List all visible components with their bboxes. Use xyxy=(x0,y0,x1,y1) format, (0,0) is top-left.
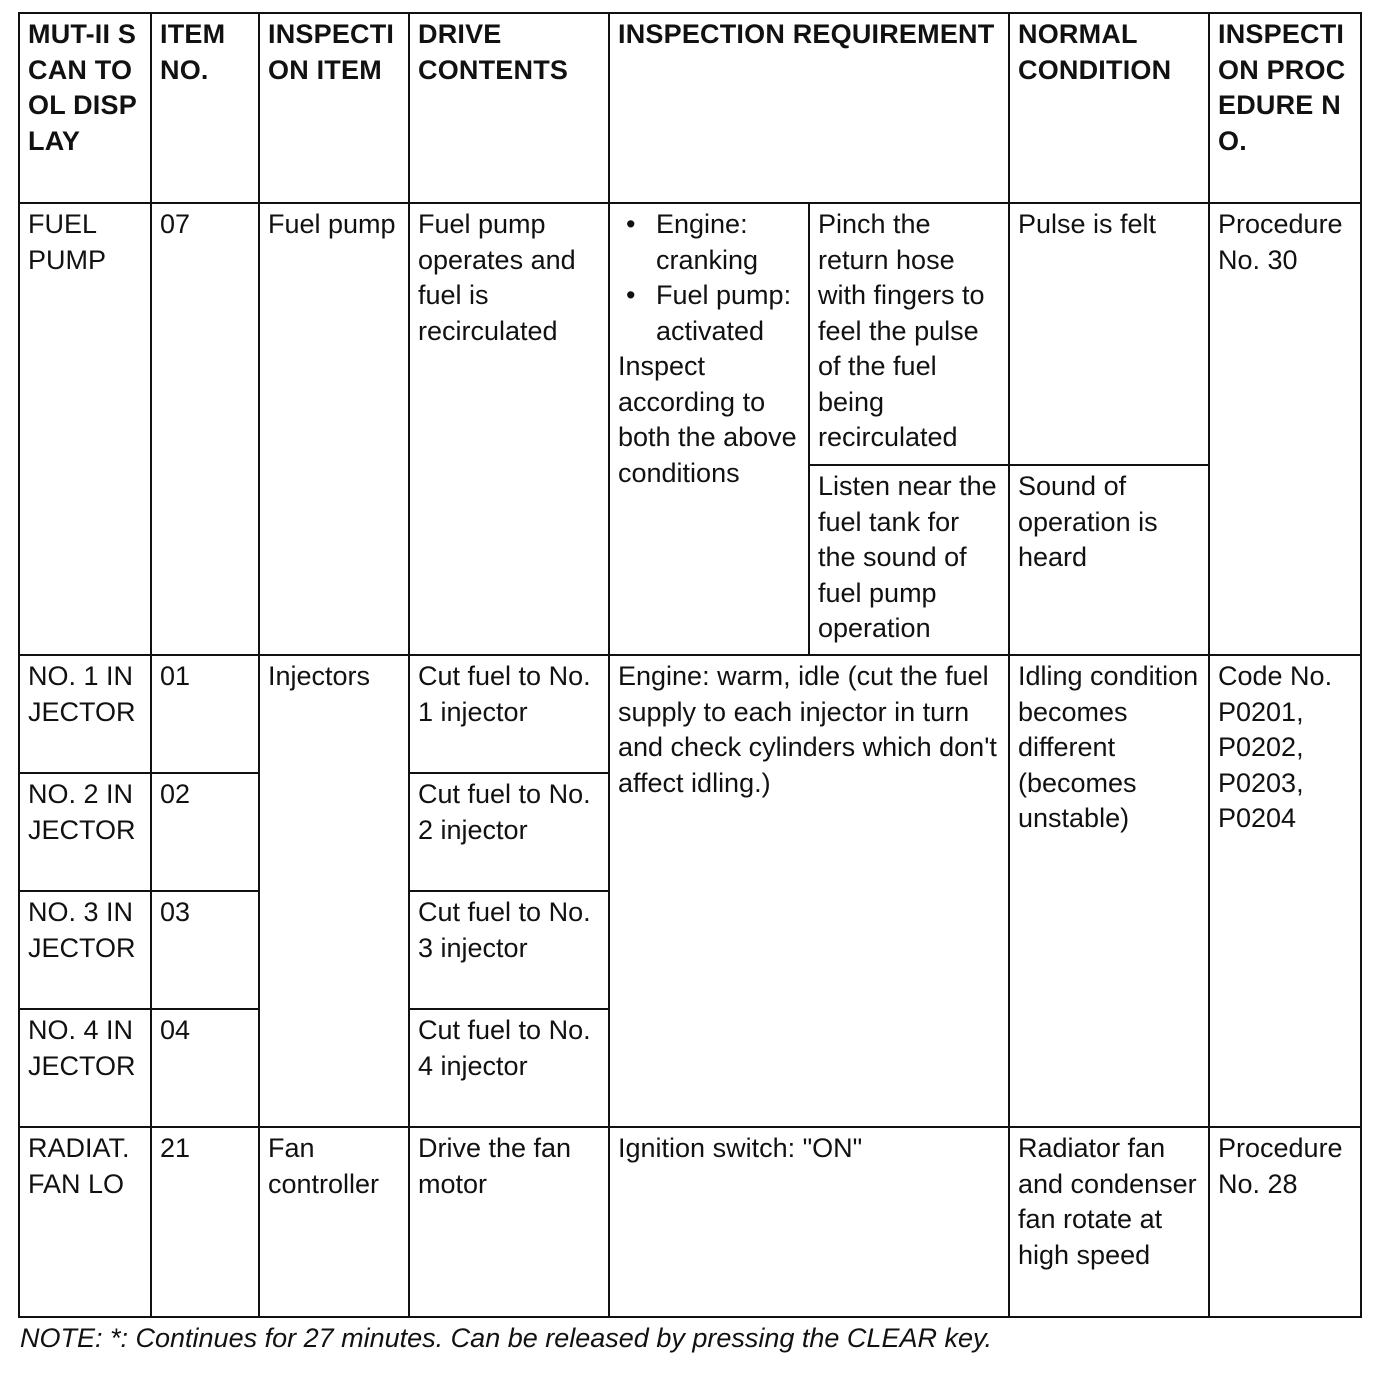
list-item: • Engine: cranking xyxy=(618,207,802,278)
table-row xyxy=(19,203,1361,465)
radiator-fan-normal: Radiator fan and condenser fan rotate at high speed xyxy=(1009,1127,1209,1317)
injectors-requirement: Engine: warm, idle (cut the fuel supply to each injector in turn and check cylinders which don't affect idling.) xyxy=(609,655,1009,1127)
radiator-fan-requirement: Ignition switch: "ON" xyxy=(609,1127,1009,1317)
radiator-fan-drive-contents: Drive the fan motor xyxy=(409,1127,609,1317)
fuel-pump-normal-2: Sound of operation is heard xyxy=(1009,465,1209,655)
header-inspection-item: INSPECTION ITEM xyxy=(259,13,409,203)
header-normal-condition: NORMAL CONDITION xyxy=(1009,13,1209,203)
injector-4-display: NO. 4 INJECTOR xyxy=(19,1009,151,1127)
injector-4-item-no: 04 xyxy=(151,1009,259,1127)
fuel-pump-conditions xyxy=(609,203,809,655)
conditions-note: Inspect according to both the above conditions xyxy=(618,351,797,488)
table-row xyxy=(19,655,1361,773)
injector-2-display: NO. 2 INJECTOR xyxy=(19,773,151,891)
fuel-pump-normal-1: Pulse is felt xyxy=(1009,203,1209,465)
injector-3-drive: Cut fuel to No. 3 injector xyxy=(409,891,609,1009)
injector-1-display: NO. 1 INJECTOR xyxy=(19,655,151,773)
header-row xyxy=(19,13,1361,203)
table-row xyxy=(19,1127,1361,1317)
radiator-fan-inspection-item: Fan controller xyxy=(259,1127,409,1317)
injector-2-item-no: 02 xyxy=(151,773,259,891)
list-item: • Fuel pump: activated xyxy=(618,278,802,349)
injector-3-display: NO. 3 INJECTOR xyxy=(19,891,151,1009)
injector-1-drive: Cut fuel to No. 1 injector xyxy=(409,655,609,773)
header-drive-contents: DRIVE CONTENTS xyxy=(409,13,609,203)
header-inspection-requirement: INSPECTION REQUIREMENT xyxy=(609,13,1009,203)
injector-4-drive: Cut fuel to No. 4 injector xyxy=(409,1009,609,1127)
injectors-normal: Idling condition becomes different (becomes unstable) xyxy=(1009,655,1209,1127)
injector-2-drive: Cut fuel to No. 2 injector xyxy=(409,773,609,891)
fuel-pump-inspection-item: Fuel pump xyxy=(259,203,409,655)
injectors-inspection-item: Injectors xyxy=(259,655,409,1127)
header-inspection-procedure-no: INSPECTION PROCEDURE NO. xyxy=(1209,13,1361,203)
fuel-pump-item-no: 07 xyxy=(151,203,259,655)
radiator-fan-display: RADIAT. FAN LO xyxy=(19,1127,151,1317)
radiator-fan-item-no: 21 xyxy=(151,1127,259,1317)
header-item-no: ITEM NO. xyxy=(151,13,259,203)
injectors-procedure: Code No. P0201, P0202, P0203, P0204 xyxy=(1209,655,1361,1127)
fuel-pump-display: FUEL PUMP xyxy=(19,203,151,655)
radiator-fan-procedure: Procedure No. 28 xyxy=(1209,1127,1361,1317)
condition-list xyxy=(618,207,802,349)
fuel-pump-check-method-2: Listen near the fuel tank for the sound of fuel pump operation xyxy=(809,465,1009,655)
actuator-test-table xyxy=(18,12,1362,1318)
footnote: NOTE: *: Continues for 27 minutes. Can be released by pressing the CLEAR key. xyxy=(20,1323,992,1353)
fuel-pump-procedure: Procedure No. 30 xyxy=(1209,203,1361,655)
fuel-pump-drive-contents: Fuel pump operates and fuel is recirculated xyxy=(409,203,609,655)
header-scan-tool-display: MUT-II SCAN TOOL DISPLAY xyxy=(19,13,151,203)
injector-3-item-no: 03 xyxy=(151,891,259,1009)
injector-1-item-no: 01 xyxy=(151,655,259,773)
fuel-pump-check-method-1: Pinch the return hose with fingers to feel the pulse of the fuel being recirculated xyxy=(809,203,1009,465)
